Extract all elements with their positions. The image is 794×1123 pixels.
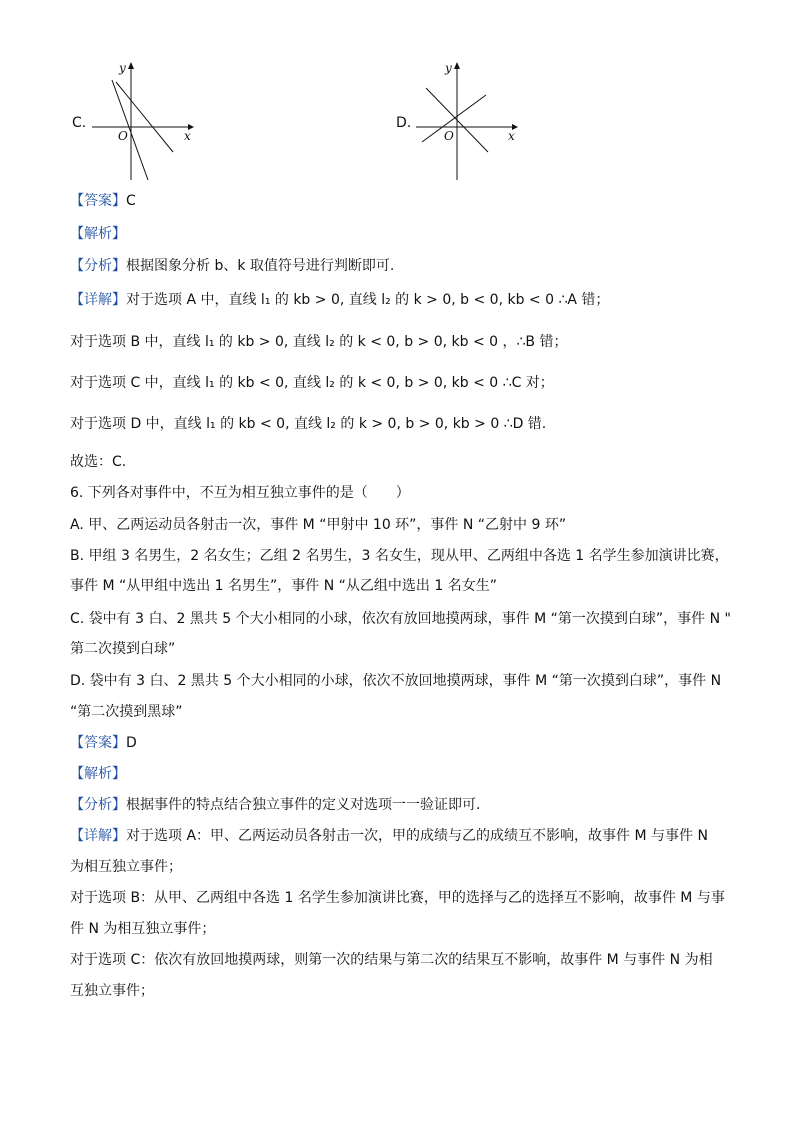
q6-fenxi-line [70, 795, 480, 815]
q6-detail-line-4: 件 N 为相互独立事件； [70, 921, 216, 937]
q5-analysis-heading [70, 224, 126, 244]
figure-d-origin: O [444, 129, 454, 143]
analysis-tag: 【解析】 [70, 766, 126, 782]
fenxi-tag: 【分析】 [70, 258, 126, 274]
q6-analysis-heading [70, 764, 126, 784]
answer-tag: 【答案】 [70, 193, 126, 209]
xiangjie-tag: 【详解】 [70, 828, 126, 844]
q5-detail-a: 对于选项 A 中，直线 l₁ 的 kb > 0, 直线 l₂ 的 k > 0, b < 0, kb < 0 ∴A 错； [126, 292, 610, 308]
q5-detail-line-c: 对于选项 C 中，直线 l₁ 的 kb < 0, 直线 l₂ 的 k < 0, b > 0, kb < 0 ∴C 对； [70, 375, 554, 391]
q6-option-d: D. 袋中有 3 白、2 黑共 5 个大小相同的小球，依次不放回地摸两球，事件 M “第一次摸到白球”，事件 N [70, 673, 722, 689]
q6-stem: 6. 下列各对事件中，不互为相互独立事件的是（ ） [70, 485, 410, 501]
q6-option-c: C. 袋中有 3 白、2 黑共 5 个大小相同的小球，依次有放回地摸两球，事件 M “第一次摸到白球”，事件 N " [70, 611, 731, 627]
q6-detail-1: 对于选项 A：甲、乙两运动员各射击一次，甲的成绩与乙的成绩互不影响，故事件 M 与事件 N [126, 828, 708, 844]
q5-answer-line [70, 191, 136, 211]
q6-fenxi: 根据事件的特点结合独立事件的定义对选项一一验证即可. [126, 797, 481, 813]
answer-tag: 【答案】 [70, 735, 126, 751]
figure-d-label: D. [396, 115, 412, 131]
figure-c-x-label: x [184, 129, 191, 143]
q6-option-b-cont: 事件 M “从甲组中选出 1 名男生”，事件 N “从乙组中选出 1 名女生” [70, 578, 497, 594]
q6-detail-line-5: 对于选项 C：依次有放回地摸两球，则第一次的结果与第二次的结果互不影响，故事件 M 与事件 N 为相 [70, 952, 713, 968]
q5-fenxi-line [70, 256, 394, 276]
q6-option-c-cont: 第二次摸到白球” [70, 641, 176, 657]
figure-c-y-label: y [119, 61, 126, 75]
q6-answer-line [70, 733, 137, 753]
q6-option-a: A. 甲、乙两运动员各射击一次，事件 M “甲射中 10 环”，事件 N “乙射中 9 环” [70, 517, 567, 533]
q6-detail-line-2: 为相互独立事件； [70, 859, 182, 875]
q5-fenxi: 根据图象分析 b、k 取值符号进行判断即可. [126, 258, 395, 274]
xiangjie-tag: 【详解】 [70, 292, 126, 308]
figure-c-graph [88, 60, 198, 182]
figure-d-x-label: x [508, 129, 515, 143]
q6-detail-line-3: 对于选项 B：从甲、乙两组中各选 1 名学生参加演讲比赛，甲的选择与乙的选择互不影响，故事件 M 与事 [70, 890, 725, 906]
q5-detail-line-d: 对于选项 D 中，直线 l₁ 的 kb < 0, 直线 l₂ 的 k > 0, b > 0, kb > 0 ∴D 错. [70, 416, 547, 432]
q5-detail-line-b: 对于选项 B 中，直线 l₁ 的 kb > 0, 直线 l₂ 的 k < 0, b > 0, kb < 0 ，∴B 错； [70, 334, 568, 350]
q6-answer: D [126, 735, 137, 751]
figure-d-y-label: y [445, 61, 452, 75]
q5-detail-line-a [70, 290, 609, 310]
q6-detail-line-6: 互独立事件； [70, 983, 154, 999]
figure-d-graph [412, 60, 522, 182]
figure-c-label: C. [72, 115, 87, 131]
q6-detail-line-1 [70, 826, 708, 846]
analysis-tag: 【解析】 [70, 226, 126, 242]
q5-answer: C [126, 193, 136, 209]
q6-option-b: B. 甲组 3 名男生，2 名女生；乙组 2 名男生，3 名女生，现从甲、乙两组中各选 1 名学生参加演讲比赛， [70, 548, 729, 564]
q6-option-d-cont: “第二次摸到黑球” [70, 704, 183, 720]
fenxi-tag: 【分析】 [70, 797, 126, 813]
q5-conclusion: 故选：C. [70, 454, 127, 470]
figure-c-origin: O [118, 129, 128, 143]
